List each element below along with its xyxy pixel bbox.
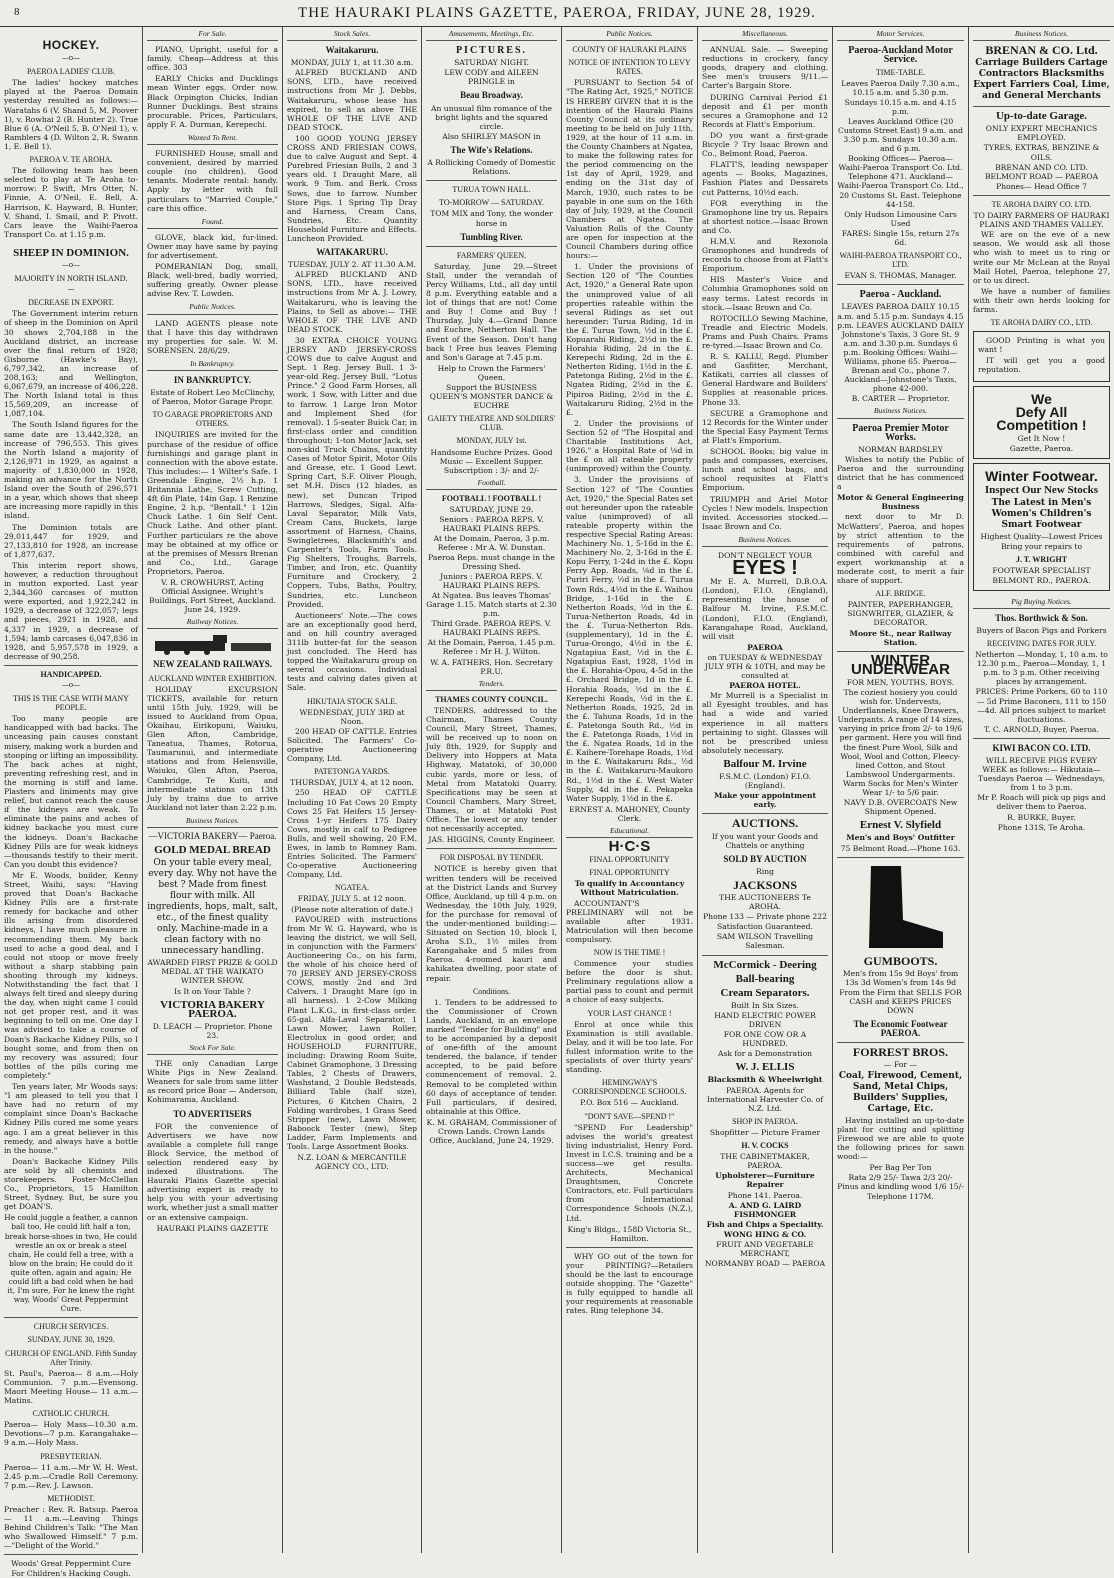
- alf-body: PAINTER, PAPERHANGER, SIGNWRITER, GLAZIER, & DECORATOR.: [847, 600, 954, 628]
- bankruptcy-to: TO GARAGE PROPRIETORS AND OTHERS.: [152, 410, 273, 429]
- brenan-addr: BRENAN AND CO. LTD. BELMONT ROAD — PAEROA: [984, 162, 1099, 181]
- column-5: [562, 27, 697, 1553]
- locomotive-icon: [153, 633, 273, 655]
- handicapped-heading: HANDICAPPED.: [40, 669, 102, 679]
- public-notices-heading: Public Notices.: [566, 27, 693, 41]
- hemingway: HEMINGWAY'S CORRESPONDENCE SCHOOLS.: [572, 1078, 687, 1097]
- normanby-road: NORMANBY ROAD — PAEROA: [704, 1259, 826, 1269]
- column-3: [283, 27, 421, 1553]
- winter-underwear: WINTER UNDERWEAR: [851, 651, 950, 678]
- nb-business: Motor & General Engineering Business: [837, 493, 964, 512]
- waihi-paeroa-transport: WAIHI-PAEROA TRANSPORT CO., LTD.: [839, 251, 962, 270]
- eyes-paeroa: PAEROA: [747, 642, 783, 652]
- jacksons: JACKSONS: [732, 877, 797, 892]
- fares: FARES: Single 15s, return 27s 6d.: [841, 228, 960, 247]
- laird: A. AND G. LAIRD FISHMONGER: [728, 1200, 802, 1219]
- film-beau-broadway: Beau Broadway.: [460, 90, 523, 101]
- peppermint-footer: Woods' Great Peppermint Cure For Children's Hacking Cough.: [11, 1559, 131, 1578]
- monday-body: Handsome Euchre Prizes. Good Music — Excellent Supper. Subscription : 3/- and 2/-: [430, 447, 553, 475]
- county-title: COUNTY OF HAURAKI PLAINS: [572, 45, 687, 55]
- eyes: EYES !: [732, 557, 798, 580]
- premier-motor: Paeroa Premier Motor Works.: [852, 422, 949, 443]
- hockey-heading: HOCKEY.: [42, 38, 100, 52]
- misc-ad: DURING Carnival Period £1 deposit and £1 per month secures a Gramophone and 12 Records at Flatt's Emporium.: [702, 92, 828, 129]
- tad-body: WE are on the eve of a new season. We would ask all those who wish to meet us to ring or write our Mr McLean at the Royal Mail Hotel, Paeroa, telephone 27, or to us direct.: [973, 230, 1110, 285]
- dont-save: "DON'T SAVE—SPEND !": [584, 1111, 675, 1121]
- brenan-sub: Carriage Builders Cartage Contractors Blacksmiths Expert Farriers Coal, Lime, and General Merchants: [973, 58, 1110, 102]
- cocks: H. V. COCKS: [741, 1141, 789, 1151]
- ngatea-title: NGATEA.: [335, 883, 369, 893]
- brenan: BRENAN & CO. Ltd.: [985, 43, 1098, 58]
- final-1: FINAL OPPORTUNITY: [589, 855, 670, 865]
- hemingway-addr: P.O. Box 516 — Auckland.: [580, 1098, 679, 1108]
- church-heading: CHURCH SERVICES.: [33, 1322, 109, 1332]
- shopfitter: Shopfitter — Picture Framer: [709, 1127, 821, 1137]
- mechanics: ONLY EXPERT MECHANICS EMPLOYED.: [985, 124, 1098, 143]
- film-tumbling-river: Tumbling River.: [460, 231, 523, 242]
- misc-ad: ROTOCILLO Sewing Machine, Treadle and Electric Models. Prams and Push Chairs. Prams re-tyred.—Isaac Brown and Co.: [702, 313, 828, 350]
- waitakaruru-2-note: Auctioneers' Note.—The cows are an exceptionally good herd, and on hill country averaged 311lb butter-fat for the season just concluded. The Herd has topped the Waitakaruru group on several occasions. Individual tests and calving dates given at Sale.: [287, 610, 417, 693]
- ngatea-body: FAVOURED with instructions from Mr W. G. Hayward, who is leaving the district, we will Sell, in conjunction with the Farmers' Auctioneering Co., on his farm, the whole of his choice herd of 70 JERSEY AND JERSEY-CROSS COWS, mostly 2nd and 3rd Calvers. 1 Draught Mare (go in all harness). 1 2-Cow Milking Plant L.K.G., in first-class order. 65-gal. Alfa-Laval Separator, 1 Lawn Mower, Lawn Roller, Electrolux in good order, and HOUSEHOLD FURNITURE, including: Drawing Room Suite, Cabinet Gramophone, 3 Dressing Tables, 2 Chests of Drawers, Washstand, 2 Double Bedsteads, Billiard Table (half size), Pictures, 6 Kitchen Chairs, 2 Folding wardrobes, 1 Grass Seed Stripper (new), Lawn Mower, Baboock Tester (new), Step Ladder, Farm Implements and Tools. Large Assortment Books.: [287, 914, 417, 1151]
- film-2-desc: A Rollicking Comedy of Domestic Relations.: [427, 158, 556, 177]
- monday-date: MONDAY, JULY 1st.: [456, 436, 527, 446]
- column-4: [422, 27, 561, 1553]
- ad-land-agents: LAND AGENTS please note that I have this day withdrawn my properties for sale. W. M. SORENSEN. 28/6/29.: [147, 318, 278, 355]
- third-grade-body: At the Domain, Paeroa, 1.45 p.m. Referee : Mr H. J. Wilton.: [427, 638, 556, 657]
- buyers: Buyers of Bacon Pigs and Porkers: [976, 625, 1107, 635]
- forrest-for: — For —: [883, 1060, 918, 1070]
- turua-hall: TURUA TOWN HALL.: [452, 185, 531, 195]
- advertisers-title: TO ADVERTISERS: [173, 1108, 252, 1119]
- for-sale-heading: For Sale.: [147, 27, 278, 41]
- garage: Up-to-date Garage.: [995, 110, 1088, 123]
- auctions-body: If you want your Goods and Chattels or anything: [711, 831, 819, 850]
- cabinetmaker: THE CABINETMAKER, PAEROA.: [720, 1152, 810, 1171]
- eyes-body2: Mr Murrell is a Specialist in all Eyesight troubles, and has had a wide and varied experience in all matters pertaining to sight. Glasses will not be prescribed unless absolutely necessary.: [702, 691, 828, 755]
- thames-tender-sign: JAS. HIGGINS, County Engineer.: [428, 835, 555, 845]
- business-heading: Business Notices.: [147, 814, 278, 828]
- gumboot-icon: [851, 862, 951, 952]
- ellis-sub: Blacksmith & Wheelwright: [707, 1075, 823, 1085]
- nb-body: Wishes to notify the Public of Paeroa and the surrounding district that he has commenced a: [837, 454, 964, 492]
- sheep-sub1: MAJORITY IN NORTH ISLAND.: [14, 274, 128, 284]
- paeroa-auckland: Paeroa - Auckland.: [859, 289, 942, 301]
- disposal-body: NOTICE is hereby given that written tenders will be received at the District Lands and Survey Office, Auckland, up till 4 p.m. on Wednesday, the 10th July, 1929, for the purchase for removal of the under-mentioned building:— Situated on Section 10, block I, Aroha S.D., 1½ miles from Karangahake and 5 miles from Paeroa. 4-roomed kauri and kahikatea dwelling, poor state of repair.: [426, 864, 557, 983]
- sheep-p1: The Government interim return of sheep in the Dominion on April 30 shows 2,704,188 in the Auckland district, an increase over the final return of 1928; Gisborne (Hawke's Bay), 6,797,342, an increase of 208,163; and Wellington, 6,067,679, an increase of 406,228. The North Island total is thus 15,569,209, an increase of 1,087,104.: [4, 309, 138, 419]
- gumboots: GUMBOOTS.: [863, 953, 938, 968]
- rates-p2: 2. Under the provisions of Section 52 of "The Hospital and Charitable Institutions Act, 1926," a Hospital Rate of ⅛d in the £ on all rateable property (unimproved) within the County.: [566, 418, 693, 474]
- hockey-sub: PAEROA V. TE AROHA.: [29, 155, 113, 165]
- balfour: Balfour M. Irvine: [723, 757, 807, 770]
- alf-bridge: ALF. BRIDGE.: [875, 589, 926, 599]
- railway-heading: Railway Notices.: [147, 615, 278, 629]
- waitakaruru-2: WAITAKARURU.: [316, 247, 388, 258]
- arnold: T. C. ARNOLD, Buyer, Paeroa.: [984, 724, 1099, 734]
- ball-bearing: Ball-bearing: [735, 972, 795, 985]
- one-cow: FOR ONE COW OR A HUNDRED.: [723, 1030, 807, 1049]
- pa-body: LEAVES PAEROA DAILY 10.15 a.m. and 5.15 p.m. Sundays 4.15 p.m. LEAVES AUCKLAND DAILY Johnstone's Taxis, 3 Gore St. 9 a.m. and 3.30 p.m. Sundays 6 p.m. Booking Offices: Waihi—Williams, phone 65. Paeroa—Brenan and Co., phone 7. Auckland—Johnstone's Taxis, phone 42-000.: [837, 302, 964, 394]
- jt-wright: J. T. WRIGHT: [1015, 555, 1068, 565]
- fruit-merchant: FRUIT AND VEGETABLE MERCHANT,: [716, 1239, 814, 1259]
- misc-ad: R. S. KALLU, Regd. Plumber and Gasfitter, Merchant, Katikati, carries all classes of General Hardware and Builders' Supplies at reasonable prices. Phone 33.: [702, 352, 828, 407]
- ad-pomeranian: POMERANIAN Dog, small, Black, well-bred, badly worried, suffering greatly. Owner please advise Rev. T. Lowden.: [147, 262, 278, 299]
- qualify: To qualify in Accountancy Without Matriculation.: [574, 879, 685, 898]
- victoria-table: Is It on Your Table ?: [174, 986, 251, 996]
- gumboot-body: From the Firm that SELLS FOR CASH and KEEPS PRICES DOWN: [839, 987, 962, 1016]
- forrest-bros: FORREST BROS.: [852, 1045, 949, 1060]
- pig-heading: Pig Buying Notices.: [973, 595, 1110, 609]
- te-aroha-phone: Phone 131S, Te Aroha.: [997, 822, 1086, 832]
- sold-by-auction: SOLD BY AUCTION: [723, 853, 807, 864]
- hikutaia-date: WEDNESDAY, JULY 3RD at Noon.: [299, 707, 405, 726]
- six-sizes: Built In Six Sizes.: [731, 1000, 799, 1010]
- wanted-heading: Wanted To Rent.: [147, 131, 278, 145]
- business-heading-8: Business Notices.: [973, 27, 1110, 41]
- business-heading-6: Business Notices.: [702, 533, 828, 547]
- conditions-body: 1. Tenders to be addressed to the Commissioner of Crown Lands, Auckland, in an envelope marked "Tender for Building" and to be accompanied by a deposit of one-fifth of the amount tendered, the balance, if tender accepted, to be paid before commencement of removal. 2. Removal to be completed within 60 days of acceptance of tender. Full particulars, if desired, obtainable at this Office.: [426, 997, 557, 1116]
- ad-wanted: FURNISHED House, small and convenient, desired by married couple (no children). Good tenants. Moderate rental: handy. Apply by letter with full particulars to "Married Couple," care this office.: [147, 149, 278, 213]
- bring-repairs: Bring your repairs to: [1000, 542, 1083, 552]
- handicapped-sub: THIS IS THE CASE WITH MANY PEOPLE.: [13, 694, 129, 713]
- waitakaruru-1-date: MONDAY, JULY 1, at 11.30 a.m.: [290, 58, 414, 68]
- film-also: Also SHIRLEY MASON in: [442, 131, 541, 141]
- victoria-body: On your table every meal, every day. Why not have the best ? Made from finest flour with milk. All ingredients, hops, malt, salt, etc., of the finest quality only. Machine-made in a clean factory with no unnecessary handling.: [147, 858, 278, 957]
- gaiety-theatre: GAIETY THEATRE AND SOLDIERS' CLUB.: [427, 414, 556, 433]
- amusements-heading: Amusements, Meetings, Etc.: [426, 27, 557, 41]
- hcs-logo: H·C·S: [608, 838, 651, 856]
- thames-tender-body: TENDERS, addressed to the Chairman, Thames County Council, Mary Street, Thames, will be received up to noon on July 8th, 1929, for Supply and Delivery into Hoppers at Mata Highway, Matatoki, of 30,000 cubic yards, more or less, of Metal from Matatoki Quarry. Specifications may be seen at Council Chambers, Mary Street, Thames, or at Matatoki Post Office. The lowest or any tender not necessarily accepted.: [426, 705, 557, 834]
- hikutaia-title: HIKUTAIA STOCK SALE.: [306, 696, 398, 706]
- bankruptcy-body: INQUIRIES are invited for the purchase of the residue of office furnishings and garage plant in connection with the above estate. This includes:— 1 Wilter's Safe. 1 Greendale Engine, 2½ h.p. 1 Britannia Lathe, Screw Cutting, 4ft 6in Plate, 14in Gap. 1 Renzine Engine, 2 h.p. "Bentall." 1 12in Chuck Lathe. 1 6in Self Cent. Chuck Lathe. And other plant. Further particulars re the above may be obtained at my office or at the premises of Messrs Brenan and Co., Ltd., Garage Proprietors, Paeroa.: [147, 430, 278, 576]
- misc-ad: FOR everything in the Gramophone line try us. Repairs at shortest notice.—Isaac Brown and Co.: [702, 198, 828, 235]
- conditions-title: Conditions.: [472, 986, 511, 996]
- tyres: TYRES, EXTRAS, BENZINE & OILS.: [983, 143, 1100, 162]
- pictures-title: PICTURES.: [455, 45, 528, 57]
- hikutaia-body: 200 HEAD OF CATTLE. Entries Solicited. The Farmers' Co-operative Auctioneering Company, Ltd.: [287, 726, 417, 764]
- column-6: [698, 27, 832, 1553]
- misc-ad: HIS Master's Voice and Columbia Gramophones sold on easy terms. Latest records in stock.—Isaac Brown and Co.: [702, 275, 828, 312]
- last-body: Enrol at once while this Examination is still available. Delay, and it will be too late. For fullest information write to the specialists of over thirty years' standing.: [566, 1019, 693, 1075]
- football-title: FOOTBALL ! FOOTBALL !: [441, 493, 542, 503]
- sheep-sub2: DECREASE IN EXPORT.: [28, 298, 114, 308]
- evan-thomas: EVAN S. THOMAS, Manager.: [844, 271, 957, 281]
- misc-ad: H.M.V. and Rexonola Gramophones and hundreds of records to choose from at Flatt's Emporium.: [702, 236, 828, 274]
- accountant: ACCOUNTANT'S PRELIMINARY will not be available after 1931. Matriculation will then become compulsory.: [566, 898, 693, 944]
- church-methodist-list: Preacher : Rev. R. Batsup. Paeroa— 11 a.m.—Leaving Things Behind Children's Talk: "The Man who Swallowed Himself." 7 p.m.—"Delight of the World.": [4, 1504, 138, 1551]
- carter: B. CARTER — Proprietor.: [851, 394, 950, 404]
- ellis: W. J. ELLIS: [735, 1061, 795, 1074]
- juniors-body: At Ngatea. Bus leaves Thomas' Garage 1.15. Match starts at 2.30 p.m.: [426, 590, 557, 619]
- thames-council: THAMES COUNTY COUNCIL.: [435, 694, 548, 704]
- film-stars: LEW CODY and AILEEN PRINGLE in: [444, 68, 539, 87]
- support-queen: Support the BUSINESS QUEEN'S MONSTER DANCE & EUCHRE: [429, 383, 554, 411]
- masthead-title: THE HAURAKI PLAINS GAZETTE, PAEROA, FRIDAY, JUNE 28, 1929.: [298, 4, 816, 21]
- pa-motor-service: Paeroa-Auckland Motor Service.: [848, 45, 953, 66]
- forrest-body: Having installed an up-to-date plant for cutting and splitting Firewood we are able to quote the following prices for sawn wood:—: [837, 1115, 964, 1161]
- misc-ad: SECURE a Gramophone and 12 Records for the Winter under the Special Easy Payment Terms at Flatt's Emporium.: [702, 408, 828, 445]
- advertisers-sign: HAURAKI PLAINS GAZETTE: [156, 1223, 269, 1233]
- kiwi-bacon: KIWI BACON CO. LTD.: [992, 742, 1091, 753]
- church-england: CHURCH OF ENGLAND. Fifth Sunday After Trinity.: [5, 1348, 137, 1367]
- shop-paeroa: SHOP IN PAEROA.: [732, 1116, 798, 1126]
- tad-sign: TE AROHA DAIRY CO., LTD.: [990, 318, 1093, 328]
- tenders-heading: Tenders.: [426, 677, 557, 691]
- sam-wilson: SAM WILSON Travelling Salesman.: [716, 932, 814, 951]
- found-heading: Found.: [147, 215, 278, 229]
- sheep-heading: SHEEP IN DOMINION.: [13, 246, 129, 259]
- final-2: FINAL OPPORTUNITY: [589, 868, 670, 878]
- nb-body2: next door to Mr D. McWatters', Paeroa, and hopes by strict attention to the requirements of patrons, combined with careful and expert workmanship at a moderate cost, to merit a fair share of support.: [837, 512, 964, 586]
- ngatea-alteration: (Please note alteration of date.): [291, 904, 413, 914]
- wright-sub: FOOTWEAR SPECIALIST BELMONT RD., PAEROA.: [992, 566, 1091, 585]
- victoria-title: —VICTORIA BAKERY— Paeroa.: [148, 831, 277, 842]
- printing-2: IT will get you a good reputation.: [978, 356, 1105, 375]
- help-crown: Help to Crown the Farmers' Queen.: [437, 363, 546, 382]
- hand-electric: HAND ELECTRIC POWER DRIVEN: [714, 1010, 816, 1029]
- moore-st: Moore St., near Railway Station.: [849, 628, 952, 647]
- burke: R. BURKE, Buyer.: [1007, 812, 1076, 822]
- club-heading: PAEROA LADIES' CLUB.: [26, 67, 116, 77]
- phone-141: Phone 141. Paeroa.: [727, 1190, 803, 1200]
- rates-body: PURSUANT to Section 54 of "The Rating Act, 1925," NOTICE IS HEREBY GIVEN that it is the intention of the Hauraki Plains County Council at its ordinary meeting to be held on July 11th, 1929, at the hour of 11 a.m. in the County Chambers at Ngatea, to make the following rates for the period commencing on the 1st day of April, 1929, and ending on the 31st day of March, 1930, such rates to be payable in one sum on the 16th day of July, 1929, at the Council Chambers at Ngatea. The Valuation Rolls of the County are open for inspection at the Council Chambers during office hours:—: [566, 78, 694, 261]
- peppermint-poem: He could juggle a feather, a cannon ball too, He could lift half a ton, break horse-shoes in two, He could wrestle an ox or break a steel chain, He could fell a tree, with a blow on the brain; He could do it quite often, again and again; He could lift a bad cold when he had it, I'm sure, For he knew the right way, Woods' Great Peppermint Cure.: [4, 1213, 138, 1314]
- bankruptcy-heading: In Bankruptcy.: [147, 357, 278, 371]
- appointment: Make your appointment early.: [713, 791, 817, 810]
- third-grade: Third Grade. PAEROA REPS. V. HAURAKI PLAINS REPS.: [431, 619, 552, 638]
- eyes-dates: on TUESDAY & WEDNESDAY JULY 9TH & 10TH, and may be consulted at: [704, 652, 826, 681]
- church-england-list: St. Paul's, Paeroa— 8 a.m.—Holy Communion. 7 p.m.—Evensong. Maori Meeting House— 11 a.m.—Matins.: [4, 1368, 138, 1406]
- hudson: Only Hudson Limousine Cars Used: [844, 209, 957, 228]
- gazette-paeroa: Gazette, Paeroa.: [1009, 443, 1074, 453]
- auct-phone: Phone 133 — Private phone 222: [703, 912, 827, 922]
- educational-heading: Educational.: [566, 824, 693, 838]
- now-body: Commence your studies before the door is shut. Preliminary regulations allow a partial pass to count and permit a choice of easy subjects.: [566, 959, 693, 1005]
- dont-neglect: DON'T NEGLECT YOUR: [717, 550, 812, 560]
- victoria-award: AWARDED FIRST PRIZE & GOLD MEDAL AT THE WAIKATO WINTER SHOW.: [147, 958, 278, 986]
- ring: Ring: [756, 866, 774, 876]
- misc-heading: Miscellaneous.: [702, 27, 828, 41]
- satisfaction: Satisfaction Guaranteed.: [717, 922, 813, 932]
- waitakaruru-1-list: 100 GOOD YOUNG JERSEY CROSS AND FRIESIAN COWS, due to calve August and Sept. 4 Purebred Friesian Bulls, 2 and 3 years old. 1 Draught Mare, all work. 9 Tom. and Berk. Cross Sows, due to farrow. Number Store Pigs. 1 Spring Tip Dray and Harness, Cream Cans, Sundries, Etc. Quantity Household Furniture and Effects. Luncheon Provided.: [287, 133, 417, 243]
- winter-body: The coziest hosiery you could wish for. Undervests, Underflannels, Knee Drawers, Underpants. A range of 14 sizes, varying in price from 2/- to 19/6 per garment. Here you will find the finest Pure Wool, Silk and Wool, Wool and Cotton, Fleecy-lined Cotton, and Stout Lambswool Undergarments. Warm Socks for Men's Winter Wear 1/- to 5/6 pair.: [837, 688, 964, 798]
- mccormick: McCormick - Deering: [713, 958, 817, 971]
- railway-title: NEW ZEALAND RAILWAYS.: [153, 659, 272, 670]
- receiving-dates: RECEIVING DATES FOR JULY.: [986, 638, 1097, 648]
- rates-notice: NOTICE OF INTENTION TO LEVY RATES.: [568, 58, 691, 77]
- cream-separators: Cream Separators.: [720, 986, 810, 999]
- ngatea-date: FRIDAY, JULY 5. at 12 noon.: [297, 894, 407, 904]
- defy-all: Defy All: [1015, 403, 1068, 420]
- patetonga-title: PATETONGA YARDS.: [314, 767, 390, 777]
- inspect-stocks: Inspect Our New Stocks: [984, 484, 1099, 497]
- norman-bardsley: NORMAN BARDSLEY: [858, 444, 943, 454]
- ad-chicks: EARLY Chicks and Ducklings mean Winter eggs. Order now. Black Orpington Chicks, Indian Runner Ducklings. Best strains procurable. Prices, Particulars, apply F. A. Durman, Kerepechi.: [147, 74, 278, 129]
- juniors: Juniors : PAEROA REPS. V. HAURAKI PLAINS REPS.: [440, 571, 543, 590]
- leaves-auckland: Leaves Auckland Office (20 Customs Street East) 9 a.m. and 3.30 p.m. Sundays 10.30 a.m. and 6 p.m.: [838, 116, 963, 154]
- auctioneers: THE AUCTIONEERS Te AROHA.: [719, 892, 811, 912]
- saturday-night: SATURDAY NIGHT.: [454, 58, 529, 68]
- auctions: AUCTIONS.: [731, 816, 799, 831]
- church-methodist: METHODIST.: [47, 1493, 95, 1503]
- why-go: WHY GO out of the town for your PRINTING?—Retailers should be the last to encourage outside shopping. The "Gazette" is fully equipped to handle all your requirements at reasonable rates. Ring telephone 34.: [566, 1251, 693, 1316]
- victoria-bakery: VICTORIA BAKERY PAEROA.: [160, 998, 265, 1020]
- seniors-body: At the Domain, Paeroa, 3 p.m. Referee : Mr A. W. Dunstan. Paeroa Reps. must change in the Dressing Shed.: [428, 534, 555, 571]
- competition: Competition !: [996, 416, 1087, 433]
- misc-ad: ANNUAL Sale. — Sweeping reductions in crockery, fancy goods, drapery and clothing. See men's trousers 9/11.—Carter's Bargain Store.: [702, 45, 828, 91]
- we: We: [1031, 390, 1052, 407]
- receiving-body: Netherton —Monday, 1, 10 a.m. to 12.30 p.m., Paeroa—Monday, 1, 1 p.m. to 3 p.m. Other receiving places by arrangement.: [975, 650, 1108, 687]
- waitakaruru-2-body: ALFRED BUCKLAND AND SONS, LTD., have received instructions from Mr A. J. Lowry, Waitakaruru, who is leaving the Plains, to Sell as above:— THE WHOLE OF THE LIVE AND DEAD STOCK.: [287, 270, 417, 334]
- column-8: [969, 27, 1114, 1553]
- to-dairy-farmers: TO DAIRY FARMERS OF HAURAKI PLAINS AND THAMES VALLEY.: [973, 211, 1110, 230]
- columns: [0, 27, 1114, 1578]
- handicapped-p2: Mr E. Woods, builder, Kenny Street, Waihi, says: "Having proved that Doan's Backache Kidney Pills are a first-rate remedy for backache and other ills arising from disordered kidneys, I have much pleasure in recommending them. My back used to ache a good deal, and I could not stoop or move freely without a sharp stabbing pain shooting through my kidneys. Notwithstanding the fact that I always felt tired and sleepy during the day, when night came I could not get proper rest, and it was beginning to tell on me. One day I was advised to take a course of Doan's Backache Kidney Pills, so I bought some, and from then on my recovery was assured; four bottles of the pills curing me completely.": [4, 870, 138, 1080]
- column-2: [143, 27, 282, 1553]
- handicapped-p1: Too many people are handicapped with bad backs. The unceasing pain causes constant misery, making work a burden and stooping or lifting an impossibility. The back aches at night, preventing refreshing rest, and in the morning is stiff and lame. Plasters and liniments may give relief, but cannot reach the cause if the kidneys are weak. To eliminate the pains and aches of kidney backache you must cure the kidneys. Doan's Backache Kidney Pills are for weak kidneys—thousands testify to their merit. Can you doubt this evidence?: [4, 714, 138, 869]
- bankruptcy-title: IN BANKRUPTCY.: [173, 375, 252, 385]
- get-it-now: Get It Now !: [1017, 433, 1066, 443]
- gold-medal: GOLD MEDAL BREAD: [154, 844, 271, 857]
- masthead: [0, 0, 1114, 27]
- te-aroha-dairy: TE AROHA DAIRY CO. LTD.: [991, 199, 1092, 209]
- navy-overcoats: NAVY D.B. OVERCOATS New Shipment Opened.: [843, 798, 958, 817]
- victoria-sign: D. LEACH — Proprietor. Phone 23.: [152, 1021, 273, 1040]
- hockey-matches: The ladies' hockey matches played at the Paeroa Domain yesterday resulted as follows:— Waratahs 6 (V. Shand 5, M. Poover 1), v. Rowhai 2 (B. Hunter 2). True Blue 6 (A. O'Neil 5, B. O'Neil 1), v. Ramblers 4 (D. Wilton 2, R. Swann 1, E. Bell 1).: [4, 78, 138, 151]
- stock-sales-heading: Stock Sales.: [287, 27, 417, 41]
- booking-offices: Booking Offices— Paeroa—Waihi-Paeroa Transport Co. Ltd. Telephone 471. Auckland—Waihi-Paeroa Transport Co. Ltd., 20 Customs St. East. Telephone 44-158.: [837, 154, 964, 209]
- church-date: SUNDAY, JUNE 30, 1929.: [27, 1335, 115, 1345]
- misc-ad: TRIUMPH and Ariel Motor Cycles ! New models. Inspection invited. Accessories stocked.—Isaac Brown and Co.: [702, 494, 828, 531]
- advertisers-body: FOR the convenience of Advertisers we have now available a complete full range Block Service, the method of selection rendered easy by indexed illustrations. The Hauraki Plains Gazette special advertising expert is ready to help you with your advertising work, whether just a small matter or an extensive campaign.: [147, 1121, 278, 1222]
- demonstration: Ask for a Demonstration: [717, 1049, 813, 1059]
- ad-glove: GLOVE, black kid, fur-lined. Owner may have same by paying for advertisement.: [147, 232, 278, 260]
- highest-quality: Highest Quality—Lowest Prices: [980, 532, 1103, 542]
- waitakaruru-2-date: TUESDAY, JULY 2. AT 11.30 A.M.: [287, 260, 417, 270]
- column-1: HOCKEY. —o— PAEROA LADIES' CLUB. The ladies' hockey matches played at the Paeroa Domain yesterday resulted as follows:— Waratahs 6 (V. Shand 5, M. Poover 1), v. Rowhai 2 (B. Hunter 2). True Blue 6 (A. O'Neil 5, B. O'Neil 1), v. Ramblers 4 (D. Wilton 2, R. Swann 1, E. Bell 1). PAEROA V. TE AROHA. The following team has been selected to play at Te Aroha to-morrow: P. Swift, Mrs Otter, N. Finnie, A. O'Neil, E. Bell, A. Harrison, K. Hayward, B. Hunter, V. Shand, I. Smail, and P. Pivott. Cars leave the Waihi-Paeroa Transport Co. at 1.15 p.m. SHEEP IN DOMINION. —o— MAJORITY IN NORTH ISLAND. — DECREASE IN EXPORT. The Government interim return of sheep in the Dominion on April 30 shows 2,704,188 in the Auckland district, an increase over the final return of 1928; Gisborne (Hawke's Bay), 6,797,342, an increase of 208,163; and Wellington, 6,067,679, an increase of 406,228. The North Island total is thus 15,569,209, an increase of 1,087,104. The South Island figures for the same date are 13,442,328, an increase of 796,553. This gives the North Island a majority of 2,126,971 in 1929, as against a majority of 1,830,000 in 1928, making an advance for the North Island over the South of 296,571 in a year, which shows that sheep are increasing more rapidly in this island. The Dominion totals are 29,011,447 for 1929, and 27,133,810 for 1928, an increase of 1,877,637. This interim report shows, however, a reduction throughout in mutton exported. Last year 2,344,360 carcases of mutton were exported, and 1,922,242 in 1929, a decrease of 322,057; legs and pieces, 2921 in 1928, and 4,337 in 1929, a decrease of 1,594; lamb carcases 6,047,836 in 1928, and 5,957,578 in 1929, a decrease of 90,258. HANDICAPPED. —o— THIS IS THE CASE WITH MANY PEOPLE. Too many people are handicapped with bad backs. The unceasing pain causes constant misery, making work a burden and stooping or lifting an impossibility. The back aches at night, preventing refreshing rest, and in the morning is stiff and lame. Plasters and liniments may give relief, but cannot reach the cause if the kidneys are weak. To eliminate the pains and aches of kidney backache you must cure the kidneys. Doan's Backache Kidney Pills are for weak kidneys—thousands testify to their merit. Can you doubt this evidence? Mr E. Woods, builder, Kenny Street, Waihi, says: "Having proved that Doan's Backache Kidney Pills are a first-rate remedy for backache and other ills arising from disordered kidneys, I have much pleasure in recommending them. My back used to ache a good deal, and I could not stoop or move freely without a sharp stabbing pain shooting through my kidneys. Notwithstanding the fact that I always felt tired and sleepy during the day, when night came I could not get proper rest, and it was beginning to tell on me. One day I was advised to take a course of Doan's Backache Kidney Pills, so I bought some, and from then on my recovery was assured; four bottles of the pills curing me completely." Ten years later, Mr Woods says: "I am pleased to tell you that I have had no return of my complaint since Doan's Backache Kidney Pills cured me some years ago. I am a great believer in this remedy, and always have a bottle in the house." Doan's Backache Kidney Pills are sold by all chemists and storekeepers. Foster-McClellan Co., Proprietors, 15 Hamilton Street, Sydney. But, be sure you get DOAN'S. He could juggle a feather, a cannon ball too, He could lift half a ton, break horse-shoes in two, He could wrestle an ox or break a steel chain, He could fell a tree, with a blow on the brain; He could do it quite often, again and again; He could lift a bad cold when he had it, I'm sure, For he knew the right way, Woods' Great Peppermint Cure. CHURCH SERVICES. SUNDAY, JUNE 30, 1929. CHURCH OF ENGLAND. Fifth Sunday After Trinity. St. Paul's, Paeroa— 8 a.m.—Holy Communion. 7 p.m.—Evensong. Maori Meeting House— 11 a.m.—Matins. CATHOLIC CHURCH. Paeroa— Holy Mass—10.30 a.m. Devotions—7 p.m. Karangahake— 9 a.m.—Holy Mass. PRESBYTERIAN. Paeroa— 11 a.m.—Mr W. H. West. 2.45 p.m.—Cradle Roll Ceremony. 7 p.m.—Rev. J. Lawson. METHODIST. Preacher : Rev. R. Batsup. Paeroa— 11 a.m.—Leaving Things Behind Children's Talk: "The Man who Swallowed Himself." 7 p.m.—"Delight of the World." Woods' Great Peppermint Cure For Children's Hacking Cough.: [4, 38, 138, 1578]
- sheep-p2: The South Island figures for the same date are 13,442,328, an increase of 796,553. This gives the North Island a majority of 2,126,971 in 1929, as against a majority of 1,830,000 in 1928, making an advance for the North Island over the South of 296,571 in a year, which shows that sheep are increasing more rapidly in this island.: [4, 420, 138, 521]
- fish-chips: Fish and Chips a Speciality.: [706, 1219, 824, 1229]
- waitakaruru-2-list: 30 EXTRA CHOICE YOUNG JERSEY AND JERSEY-CROSS COWS due to calve August and Sept. 1 Reg. Jersey Bull. 1 3-year-old Reg. Jersey Bull, "Lotus Prince." 2 Good Farm Horses, all work. 1 Sow, with Litter and due to farrow. 1 Large Iron Motor and Implement Shed (for removal). 1 5-seater Buick Car, in first-class order and condition throughout; 1-ton Motor Jack, set non-skid Truck Chains, quantity Cases of Motor Spirit, Motor Oils and Grease, etc. 1 Good Lewt. Spring Cart, S.F. Oliver Plough, set M.H. Discs (12 blades, as new), set Duncan Tripod Harrows, Sledges, Sigal. Alfa-Laval Separator, Milk Vats, Cream Cans, Buckets, large assortment of Harness, Chains, Swingletrees, Blacksmith's and Carpenter's Tools, Farm Tools. Pig Shelters, Troughs, Barrels, Timber, and Iron, etc. Quantity Furniture and Crockery, 2 Coppers, Tubs, Baths, Poultry, Sundries, etc. Luncheon Provided.: [287, 335, 417, 609]
- disposal-title: FOR DISPOSAL BY TENDER.: [439, 853, 544, 863]
- farmers-queen-body: Saturday, June 29.—Street Stall, under the verandah of Percy Williams, Ltd., all day until 8 p.m. Everything eatable and a lot of things that are not! Come and Buy ! Come and Buy ! Thursday, July 4.—Grand Dance and Euchre, Netherton Hall. The Event of the Season. Don't hang back ! Free bus leaves Fleming and Son's Garage at 7.45 p.m.: [426, 261, 557, 362]
- wood-prices: Rata 2/9 25/- Tawa 2/3 20/- Pinus and kindling wood 1/6 15/-: [837, 1173, 964, 1192]
- waitakaruru-1-body: ALFRED BUCKLAND AND SONS, LTD., have received instructions from Mr J. Debbs, Waitakaruru, whose lease has expired, to sell as above THE WHOLE OF THE LIVE AND DEAD STOCK.: [287, 68, 417, 132]
- eyes-hotel: PAEROA HOTEL.: [729, 681, 801, 691]
- roach: Mr P. Roach will pick up pigs and deliver them to Paeroa.: [977, 793, 1106, 812]
- last-chance: YOUR LAST CHANCE !: [587, 1008, 672, 1018]
- spend-body: "SPEND For Leadership" advises the world's greatest living industrialist, Henry Ford. Invest in I.C.S. training and be a success—we get results. Architects, Mechanical Draughtsmen, Concrete Contractors, etc. Full particulars from International Correspondence Schools (N.Z.), Ltd.: [566, 1122, 693, 1223]
- railway-sub: AUCKLAND WINTER EXHIBITION.: [148, 673, 277, 683]
- brenan-phones: Phones— Head Office 7: [996, 181, 1087, 191]
- borthwick: Thos. Borthwick & Son.: [995, 612, 1088, 623]
- timetable-body: Leaves Paeroa Daily 7.30 a.m., 10.15 a.m. and 5.30 p.m. Sundays 10.15 a.m. and 4.15 p.m.: [841, 79, 960, 116]
- church-catholic-list: Paeroa— Holy Mass—10.30 a.m. Devotions—7 p.m. Karangahake— 9 a.m.—Holy Mass.: [4, 1420, 138, 1448]
- patetonga-date: THURSDAY, JULY 4, at 12 noon.: [290, 778, 414, 788]
- misc-ad: SCHOOL Books; big value in pads and compasses, exercises, lunch and school bags, and school requisites at Flatt's Emporium.: [702, 447, 828, 493]
- sheep-p4: This interim report shows, however, a reduction throughout in mutton exported. Last year 2,344,360 carcases of mutton were exported, and 1,922,242 in 1929, a decrease of 322,057; legs and pieces, 2921 in 1928, and 4,337 in 1929, a decrease of 1,594; lamb carcases 6,047,836 in 1928, and 5,957,578 in 1929, a decrease of 90,258.: [4, 560, 138, 661]
- pig-prices: PRICES: Prime Porkers, 60 to 110 — 5d Prime Baconers, 111 to 150—4d. All prices subject to market fluctuations.: [975, 687, 1108, 724]
- public-heading: Public Notices.: [147, 300, 278, 314]
- church-presbyterian: PRESBYTERIAN.: [40, 1451, 102, 1461]
- economic-footwear: The Economic Footwear PAEROA.: [853, 1019, 948, 1039]
- ad-piano: PIANO, Upright, useful for a family. Cheap—Address at this office. 303: [147, 45, 278, 73]
- church-presbyterian-list: Paeroa— 11 a.m.—Mr W. H. West. 2.45 p.m.—Cradle Roll Ceremony. 7 p.m.—Rev. J. Lawson.: [4, 1462, 138, 1490]
- seniors: Seniors : PAEROA REPS. V. HAURAKI PLAINS REPS.: [439, 515, 544, 534]
- forrest-tel: Telephone 117M.: [867, 1192, 934, 1202]
- football-sign: W. A. FATHERS, Hon. Secretary P.R.U.: [430, 657, 553, 676]
- tad-body2: We have a number of families with their own herds looking for farms.: [973, 286, 1110, 314]
- conditions-sign: K. M. GRAHAM, Commissioner of Crown Lands. Crown Lands Office, Auckland, June 24, 1929.: [426, 1117, 557, 1146]
- page-number: 8: [14, 6, 21, 18]
- slyfield: Ernest V. Slyfield: [859, 819, 942, 832]
- rates-p1: 1. Under the provisions of Section 120 of "The Counties Act, 1920," a General Rate upon the unimproved value of all properties rateable within the several Ridings as set out hereunder: Turua Riding, 1d in the £. Turua Town, ½d in the £. Kopuarahi Riding, 2½d in the £. Horahia Riding, 2d in the £. Kerepechi Riding, 2d in the £. Netherton Riding, 1½d in the £. Patetonga Riding, 2½d in the £. Ngatea Riding, 2½d in the £. Pipiroa Riding, 2½d in the £. Waitakaruru Riding, 2½d in the £.: [566, 262, 693, 417]
- hockey-team: The following team has been selected to play at Te Aroha to-morrow: P. Swift, Mrs Otter, N. Finnie, A. O'Neil, E. Bell, A. Harrison, K. Hayward, B. Hunter, V. Shand, I. Smail, and P. Pivott. Cars leave the Waihi-Paeroa Transport Co. at 1.15 p.m.: [4, 166, 138, 239]
- waitakaruru-1: Waitakaruru.: [325, 45, 379, 56]
- rates-sign: ERNEST A. MAHONEY, County Clerk.: [568, 804, 691, 823]
- handicapped-p4: Doan's Backache Kidney Pills are sold by all chemists and storekeepers. Foster-McClellan Co., Proprietors, 15 Hamilton Street, Sydney. But, be sure you get DOAN'S.: [4, 1156, 138, 1212]
- bankruptcy-sign: V. R. CROWHURST, Acting Official Assignee. Wright's Buildings, Fort Street, Auckland. June 24, 1929.: [149, 577, 276, 615]
- film-wifes-relations: The Wife's Relations.: [450, 144, 533, 155]
- bankruptcy-estate: Estate of Robert Leo McClinchy, of Paeroa, Motor Garage Propr.: [150, 388, 275, 407]
- railway-body: HOLIDAY EXCURSION TICKETS, available for return until 15th July, 1929, will be issued to Auckland from Opua, Okaihau, Eirikopuni, Waiuku, Glen Afton, Cambridge, Taneatua, Thames, Rotorua, Taumarunui, and intermediate stations and from Helensville, Waiuku, Glen Afton, Paeroa, Cambridge, Te Kuiti, and intermediate stations on 13th July by trains due to arrive Auckland not later than 2.22 p.m.: [147, 684, 278, 812]
- patetonga-body: 250 HEAD OF CATTLE Including 10 Fat Cows 20 Empty Cows 25 Fat Heifers 15 Jersey-Cross 1-yr Heifers 175 Dairy Cows, mostly in calf to Pedigree Bulls, and well showing. 20 F.M. Ewes, in lamb to Romney Ram. Entries Solicited. The Farmers' Co-operative Auctioneering Company, Ltd.: [287, 788, 417, 880]
- spend-addr: King's Bldgs., 158D Victoria St., Hamilton.: [567, 1224, 692, 1243]
- farmers-queen: FARMERS' QUEEN.: [456, 250, 527, 260]
- football-heading: Football.: [426, 476, 557, 490]
- wood-head: Per Bag Per Ton: [869, 1163, 932, 1172]
- film-1-desc: An unusual film romance of the bright lights and the squared circle.: [431, 103, 552, 131]
- football-date: SATURDAY, JUNE 29.: [449, 505, 534, 515]
- slyfield-addr: 75 Belmont Road.—Phone 163.: [840, 843, 961, 853]
- kiwi-body: WILL RECEIVE PIGS EVERY WEEK as follows:— Hikutaia—Tuesdays Paeroa — Wednesdays, from 1 to 3 p.m.: [977, 755, 1106, 793]
- upholsterer: Upholsterer—Furniture Repairer: [715, 1171, 815, 1190]
- wong-hing: WONG HING & CO.: [723, 1229, 807, 1239]
- ad-pigs: THE only Canadian Large White Pigs in New Zealand. Weaners for sale from same litter as record price Boar — Anderson, Kohimarama, Auckland.: [147, 1059, 278, 1105]
- balfour-sub: F.S.M.C. (London) F.I.O. (England).: [719, 772, 811, 791]
- winter-footwear: Winter Footwear.: [985, 468, 1098, 484]
- eyes-body: Mr E. A. Murrell, D.B.O.A. (London), F.I.O. (England), representing the house of Balfour M. Irvine, F.S.M.C. (London), F.I.O. (England), Karangahape Road, Auckland, will visit: [702, 577, 828, 641]
- stock-heading: Stock For Sale.: [147, 1041, 278, 1055]
- gumboot-sizes: Men's from 15s 9d Boys' from 13s 3d Women's from 14s 9d: [842, 968, 959, 987]
- now-time: NOW IS THE TIME !: [593, 948, 666, 957]
- business-heading-7: Business Notices.: [837, 404, 964, 418]
- latest-footwear: The Latest in Men's Women's Children's Smart Footwear: [991, 498, 1092, 531]
- outfitter: Men's and Boys' Outfitter: [846, 833, 955, 843]
- misc-ad: FLATT'S, leading newspaper agents — Books, Magazines, Fashion Plates and Dessarets cut Patterns, 10½d each.: [702, 160, 828, 197]
- motor-heading: Motor Services.: [837, 27, 964, 41]
- tomorrow: TO-MORROW — SATURDAY.: [439, 198, 544, 208]
- printing-1: GOOD Printing is what you want !: [978, 336, 1105, 355]
- coal-firewood: Coal, Firewood, Cement, Sand, Metal Chips, Builders' Supplies, Cartage, Etc.: [838, 1070, 963, 1114]
- column-7: [833, 27, 968, 1553]
- sheep-p3: The Dominion totals are 29,011,447 for 1929, and 27,133,810 for 1928, an increase of 1,877,637.: [4, 522, 138, 559]
- misc-ad: DO you want a first-grade Bicycle ? Try Isaac Brown and Co., Belmont Road, Paeroa.: [702, 130, 828, 159]
- rates-p3: 3. Under the provisions of Section 127 of "The Counties Act, 1920," the Special Rates set out hereunder upon the rateable value (unimproved) of all rateable property within the respective Special Rating Areas: Machinery No. 1, 5-16d in the £. Machinery No. 2, 3-16d in the £. Kopu Ferry, 1-24d in the £. Kopu Ferry App. Roads, ⅛d in the £. Puriri Ferry, ½d in the £. Turua Town Rds., 4½d in the £. Waihou Bridge, 1-16d in the £. Netherton Roads, ½d in the £. Turua-Netherton Roads, 4d in the £. Turua-Netherton Rds. (supplementary), 1d in the £. Turua-Orongo, 4½d in the £. Ngatapiua East, ½d in the £. Ngatapiua East, 1928, 1½d in the £. Horahia-Opou, 4-5d in the £. Orchard Bridge, 1d in the £. Horahia Roads, ½d in the £. Kerepechi Roads, ½d in the £. Netherton Roads, 1925, 2d in the £. Tahuna Roads, 1d in the £. Patetonga South Rd., ½d in the £. Patetonga Roads, 1½d in the £. Ngatea Roads, 1d in the £. Kaihere-Torehape Roads, 1½d in the £. Waitakaruru Rds., ½d in the £. Waitakaruru-Maukoro Rd., 1½d in the £. West Water Supply, 4d in the £. Pekapeka Water Supply, 1½d in the £.: [566, 475, 693, 803]
- church-catholic: CATHOLIC CHURCH.: [32, 1409, 110, 1419]
- ellis-body: PAEROA. Agents for International Harvester Co. of N.Z. Ltd.: [706, 1085, 824, 1113]
- tom-mix: TOM MIX and Tony, the wonder horse in: [430, 209, 553, 228]
- timetable: TIME-TABLE.: [875, 68, 926, 78]
- ngatea-sign: N.Z. LOAN & MERCANTILE AGENCY CO., LTD.: [297, 1153, 407, 1172]
- winter-sub: FOR MEN, YOUTHS, BOYS.: [846, 677, 955, 687]
- handicapped-p3: Ten years later, Mr Woods says: "I am pleased to tell you that I have had no return of my complaint since Doan's Backache Kidney Pills cured me some years ago. I am a great believer in this remedy, and always have a bottle in the house.": [4, 1082, 138, 1155]
